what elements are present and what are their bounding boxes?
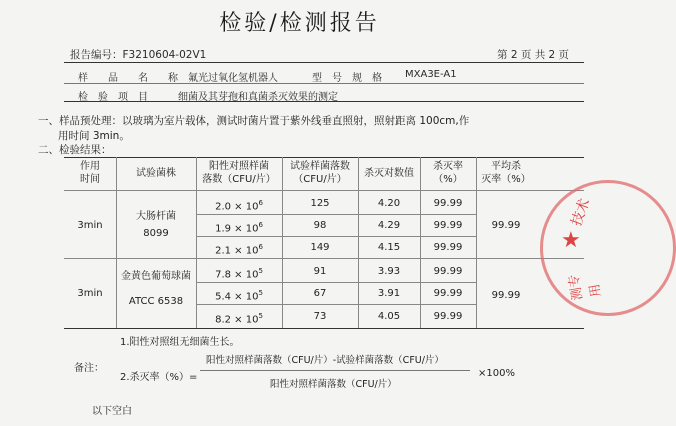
control-count: $2.1 \times 10^6$ xyxy=(215,243,263,257)
seal-text-bottom: 测专用 xyxy=(566,273,605,302)
group-strain: 金黄色葡萄球菌 ATCC 6538 xyxy=(121,271,191,307)
table-row-line xyxy=(196,282,476,283)
log-reduction: 4.15 xyxy=(377,242,401,253)
table-top-border xyxy=(64,157,584,158)
test-count: 67 xyxy=(313,288,327,299)
group-strain: 大肠杆菌 8099 xyxy=(136,211,176,239)
control-count: $2.0 \times 10^6$ xyxy=(215,199,263,213)
test-item-value: 细菌及其芽孢和真菌杀灭效果的测定 xyxy=(178,92,338,103)
header-time: 作用 时间 xyxy=(80,161,100,185)
page-info: 第 2 页 共 2 页 xyxy=(497,49,570,61)
log-reduction: 4.29 xyxy=(377,220,401,231)
group-avg-rate: 99.99 xyxy=(491,290,521,301)
table-row-line xyxy=(196,236,476,237)
test-count: 73 xyxy=(313,311,327,322)
kill-rate: 99.99 xyxy=(433,198,463,209)
control-count: $5.4 \times 10^5$ xyxy=(215,289,263,303)
header-rule-top xyxy=(64,62,584,63)
header-strain: 试验菌株 xyxy=(136,168,176,179)
note-1: 1.阳性对照组无细菌生长。 xyxy=(120,337,240,348)
report-number: 报告编号：F3210604-02V1 xyxy=(70,49,207,61)
test-count: 98 xyxy=(313,220,327,231)
kill-rate: 99.99 xyxy=(433,220,463,231)
table-header-border xyxy=(64,190,584,191)
test-count: 149 xyxy=(310,242,330,253)
report-title: 检验/检测报告 xyxy=(219,11,380,36)
table-bottom-border xyxy=(64,328,584,329)
pretreatment-line-2: 用时间 3min。 xyxy=(58,130,130,142)
header-log: 杀灭对数值 xyxy=(364,168,414,179)
notes-label: 备注： xyxy=(74,363,104,374)
group-avg-rate: 99.99 xyxy=(491,220,521,231)
kill-rate: 99.99 xyxy=(433,242,463,253)
seal-text-top: 技术 xyxy=(568,196,594,229)
table-group-border xyxy=(64,258,584,259)
kill-rate: 99.99 xyxy=(433,288,463,299)
control-count: $7.8 \times 10^5$ xyxy=(215,267,263,281)
kill-rate: 99.99 xyxy=(433,311,463,322)
sample-name-value: 氟光过氧化氢机器人 xyxy=(188,73,278,84)
seal-star-icon: ★ xyxy=(561,228,581,253)
formula-denominator: 阳性对照样菌落数（CFU/片） xyxy=(270,379,397,390)
group-time: 3min xyxy=(77,288,103,299)
test-count: 91 xyxy=(313,266,327,277)
header-test: 试验样菌落数 （CFU/片） xyxy=(290,161,350,185)
results-heading: 二、检验结果： xyxy=(38,144,112,156)
log-reduction: 4.05 xyxy=(377,311,401,322)
header-rule-bottom xyxy=(64,101,584,102)
table-row-line xyxy=(196,214,476,215)
formula-numerator: 阳性对照样菌落数（CFU/片）-试验样菌落数（CFU/片） xyxy=(206,355,444,366)
formula-multiplier: ×100% xyxy=(478,368,515,379)
control-count: $8.2 \times 10^5$ xyxy=(215,312,263,326)
header-avg: 平均杀 灭率（%） xyxy=(481,161,531,185)
log-reduction: 3.93 xyxy=(377,266,401,277)
model-value: MXA3E-A1 xyxy=(405,69,457,80)
kill-rate: 99.99 xyxy=(433,266,463,277)
header-rule-mid xyxy=(64,83,584,84)
log-reduction: 4.20 xyxy=(377,198,401,209)
test-item-label: 检 验 项 目 xyxy=(78,92,148,103)
header-control: 阳性对照样菌 落数（CFU/片） xyxy=(202,161,276,185)
end-of-report: 以下空白 xyxy=(92,406,132,417)
model-label: 型 号 规 格 xyxy=(312,73,382,84)
group-time: 3min xyxy=(77,220,103,231)
table-row-line xyxy=(196,304,476,305)
pretreatment-line-1: 一、样品预处理：以玻璃为室片载体，测试时菌片置于紫外线垂直照射，照射距离 100cm,作 xyxy=(38,115,470,127)
control-count: $1.9 \times 10^6$ xyxy=(215,221,263,235)
kill-rate-formula-prefix: 2.杀灭率（%）= xyxy=(120,372,198,383)
log-reduction: 3.91 xyxy=(377,288,401,299)
header-rate: 杀灭率 （%） xyxy=(433,161,463,185)
formula-fraction-bar xyxy=(200,370,470,371)
test-count: 125 xyxy=(310,198,330,209)
sample-name-label: 样 品 名 称 xyxy=(78,73,178,84)
